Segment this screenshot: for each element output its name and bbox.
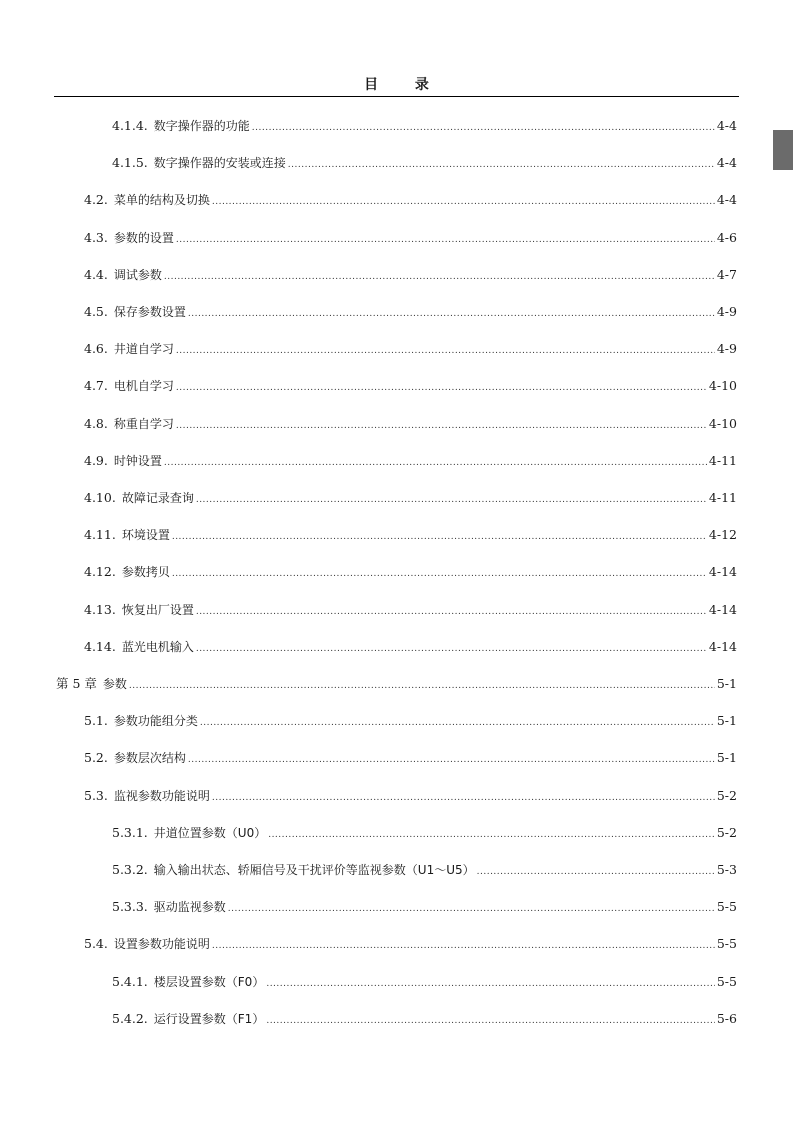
toc-entry-page: 5-5 [716,936,737,951]
toc-dot-leader [200,714,715,732]
toc-entry-page: 4-12 [708,527,737,542]
toc-entry-page: 5-5 [716,974,737,989]
toc-entry-number: 4.6. [84,341,108,356]
toc-dot-leader [176,342,715,360]
toc-entry-number: 4.1.5. [112,155,148,170]
page-title: 目 录 [364,77,445,93]
toc-entry-title: 数字操作器的安装或连接 [153,156,286,170]
toc-entry-number: 5.4.1. [112,974,148,989]
toc-entry-page: 4-10 [708,378,737,393]
toc-entry[interactable] [56,675,737,693]
toc-dot-leader [196,603,707,621]
toc-entry-number: 4.4. [84,267,108,282]
toc-entry-title: 输入输出状态、轿厢信号及干扰评价等监视参数（U1～U5） [153,863,475,877]
toc-entry[interactable] [84,489,737,507]
toc-dot-leader [268,826,715,844]
toc-entry[interactable] [84,712,737,730]
toc-entry[interactable] [84,415,737,433]
toc-entry-title: 参数拷贝 [121,565,170,579]
toc-entry-page: 4-14 [708,564,737,579]
toc-dot-leader [252,119,715,137]
toc-entry[interactable] [84,191,737,209]
toc-entry-page: 4-14 [708,639,737,654]
toc-entry[interactable] [84,266,737,284]
toc-entry-title: 设置参数功能说明 [113,937,210,951]
toc-dot-leader [196,640,707,658]
toc-dot-leader [188,751,715,769]
toc-entry-number: 5.3.3. [112,899,148,914]
toc-dot-leader [212,193,715,211]
toc-entry-page: 4-7 [716,267,737,282]
toc-entry-title: 井道位置参数（U0） [153,826,267,840]
toc-entry-number: 5.4.2. [112,1011,148,1026]
toc-entry-number: 4.9. [84,453,108,468]
toc-entry-page: 5-2 [716,788,737,803]
toc-entry-title: 参数层次结构 [113,751,186,765]
toc-entry-page: 5-5 [716,899,737,914]
toc-entry[interactable] [84,303,737,321]
toc-entry-number: 第 5 章 [56,676,97,691]
toc-entry-number: 4.5. [84,304,108,319]
toc-entry-page: 4-4 [716,192,737,207]
toc-entry-number: 4.7. [84,378,108,393]
toc-entry-title: 环境设置 [121,528,170,542]
toc-entry-number: 4.10. [84,490,116,505]
toc-entry-title: 时钟设置 [113,454,162,468]
toc-entry-number: 4.1.4. [112,118,148,133]
toc-entry[interactable] [112,824,737,842]
toc-entry-title: 电机自学习 [113,379,174,393]
toc-entry-page: 5-6 [716,1011,737,1026]
toc-entry-number: 4.3. [84,230,108,245]
toc-dot-leader [477,863,715,881]
toc-entry[interactable] [84,229,737,247]
toc-entry-page: 5-1 [716,713,737,728]
toc-entry-page: 5-1 [716,750,737,765]
toc-entry-title: 恢复出厂设置 [121,603,194,617]
toc-dot-leader [176,379,707,397]
toc-entry-title: 蓝光电机输入 [121,640,194,654]
toc-entry[interactable] [84,340,737,358]
toc-entry[interactable] [84,452,737,470]
toc-entry[interactable] [112,898,737,916]
toc-entry[interactable] [84,563,737,581]
toc-entry-page: 4-14 [708,602,737,617]
toc-entry[interactable] [84,935,737,953]
toc-dot-leader [188,305,715,323]
toc-entry-number: 4.11. [84,527,116,542]
toc-entry[interactable] [84,526,737,544]
toc-entry-title: 数字操作器的功能 [153,119,250,133]
toc-entry-number: 5.3.2. [112,862,148,877]
toc-entry-title: 井道自学习 [113,342,174,356]
toc-entry-page: 4-4 [716,155,737,170]
toc-dot-leader [164,268,715,286]
toc-entry[interactable] [84,787,737,805]
toc-dot-leader [172,565,707,583]
toc-dot-leader [266,975,715,993]
toc-dot-leader [212,937,715,955]
toc-entry-number: 4.13. [84,602,116,617]
toc-entry[interactable] [112,973,737,991]
toc-entry[interactable] [112,1010,737,1028]
toc-dot-leader [196,491,707,509]
toc-entry-number: 4.12. [84,564,116,579]
toc-entry[interactable] [84,749,737,767]
toc-dot-leader [212,789,715,807]
toc-entry-title: 菜单的结构及切换 [113,193,210,207]
toc-entry[interactable] [112,117,737,135]
toc-entry-page: 4-10 [708,416,737,431]
toc-dot-leader [172,528,707,546]
toc-entry-number: 5.1. [84,713,108,728]
toc-entry-title: 运行设置参数（F1） [153,1012,265,1026]
toc-entry-title: 故障记录查询 [121,491,194,505]
toc-entry-title: 保存参数设置 [113,305,186,319]
toc-entry-number: 5.3. [84,788,108,803]
toc-entry-page: 5-2 [716,825,737,840]
toc-entry-title: 驱动监视参数 [153,900,226,914]
toc-dot-leader [288,156,715,174]
toc-entry-page: 5-1 [716,676,737,691]
toc-entry-number: 5.2. [84,750,108,765]
toc-dot-leader [176,417,707,435]
toc-entry-title: 参数的设置 [113,231,174,245]
toc-entry-page: 4-11 [708,453,737,468]
toc-dot-leader [176,231,715,249]
toc-entry-title: 调试参数 [113,268,162,282]
toc-dot-leader [164,454,707,472]
toc-dot-leader [228,900,715,918]
toc-entry-page: 4-9 [716,304,737,319]
toc-entry-title: 参数 [102,677,127,691]
toc-entry[interactable] [84,601,737,619]
toc-dot-leader [266,1012,715,1030]
toc-entry[interactable] [112,154,737,172]
toc-entry-number: 4.8. [84,416,108,431]
toc-entry-page: 4-6 [716,230,737,245]
toc-entry-page: 4-11 [708,490,737,505]
toc-entry[interactable] [84,638,737,656]
toc-entry-number: 5.4. [84,936,108,951]
toc-entry-title: 楼层设置参数（F0） [153,975,265,989]
toc-entry[interactable] [84,377,737,395]
toc-dot-leader [129,677,715,695]
toc-entry-title: 参数功能组分类 [113,714,198,728]
toc-entry-title: 称重自学习 [113,417,174,431]
toc-entry-page: 5-3 [716,862,737,877]
toc-entry-page: 4-4 [716,118,737,133]
toc-entry-page: 4-9 [716,341,737,356]
toc-entry-title: 监视参数功能说明 [113,789,210,803]
toc-entry-number: 4.14. [84,639,116,654]
toc-entry-number: 5.3.1. [112,825,148,840]
toc-entry-number: 4.2. [84,192,108,207]
toc-entry[interactable] [112,861,737,879]
